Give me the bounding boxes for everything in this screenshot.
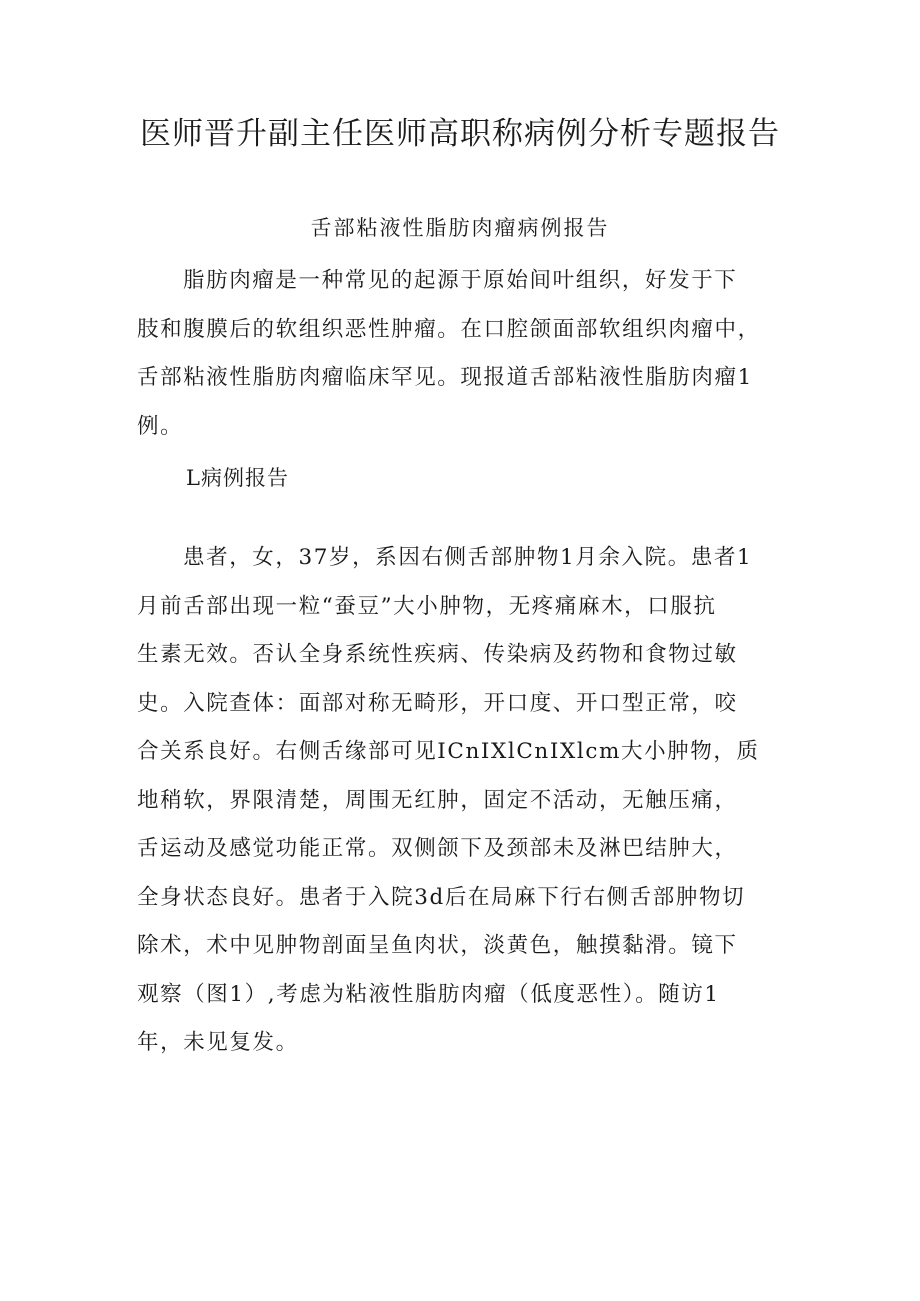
intro-line: 脂肪肉瘤是一种常见的起源于原始间叶组织，好发于下 <box>183 268 738 293</box>
intro-line: 肢和腹膜后的软组织恶性肿瘤。在口腔颌面部软组织肉瘤中， <box>137 316 761 342</box>
intro-line: 例。 <box>137 413 184 439</box>
report-subtitle: 舌部粘液性脂肪肉瘤病例报告 <box>310 216 610 240</box>
case-line: 舌运动及感觉功能正常。双侧颌下及颈部未及淋巴结肿大， <box>137 836 738 861</box>
case-line: 患者，女，37岁，系因右侧舌部肿物1月余入院。患者1 <box>183 545 753 570</box>
case-line: 除术，术中见肿物剖面呈鱼肉状，淡黄色，触摸黏滑。镜下 <box>137 933 738 958</box>
section-heading: L病例报告 <box>186 466 289 490</box>
case-line: 合关系良好。右侧舌缘部可见ICnIXlCnIXlcm大小肿物，质 <box>137 739 760 764</box>
case-line: 史。入院查体：面部对称无畸形，开口度、开口型正常，咬 <box>137 690 738 716</box>
case-line: 全身状态良好。患者于入院3d后在局麻下行右侧舌部肿物切 <box>137 884 746 910</box>
case-line: 年，未见复发。 <box>137 1030 299 1055</box>
intro-paragraph <box>137 257 787 451</box>
case-line: 观察（图1）,考虑为粘液性脂肪肉瘤（低度恶性）。随访1 <box>137 981 720 1007</box>
case-line: 生素无效。否认全身系统性疾病、传染病及药物和食物过敏 <box>137 642 738 667</box>
intro-line: 舌部粘液性脂肪肉瘤临床罕见。现报道舌部粘液性脂肪肉瘤1 <box>137 365 753 390</box>
case-line: 地稍软，界限清楚，周围无红肿，固定不活动，无触压痛， <box>137 787 738 813</box>
document-title: 医师晋升副主任医师高职称病例分析专题报告 <box>140 116 780 152</box>
case-paragraph <box>137 534 787 1068</box>
case-line: 月前舌部出现一粒“蚕豆”大小肿物，无疼痛麻木，口服抗 <box>137 593 717 619</box>
